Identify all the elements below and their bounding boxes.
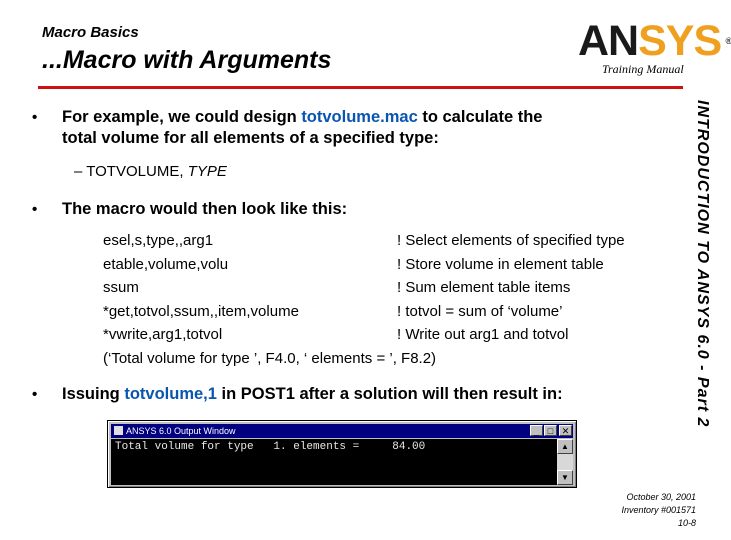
bullet-1-prefix: For example, we could design	[62, 108, 302, 126]
bullet-3-suffix: in POST1 after a solution will then result in:	[216, 385, 563, 403]
bullet-1-suffix: to calculate the	[417, 108, 543, 126]
code-command: esel,s,type,,arg1	[103, 232, 214, 249]
bullet-1-highlight: totvolume.mac	[301, 108, 418, 126]
output-window-title: ANSYS 6.0 Output Window	[126, 426, 236, 436]
scroll-down-button[interactable]: ▼	[557, 470, 573, 485]
bullet-1-line2: total volume for all elements of a specified type:	[62, 129, 439, 147]
code-command: *get,totvol,ssum,,item,volume	[103, 302, 299, 320]
vertical-scrollbar[interactable]	[557, 439, 573, 485]
code-command: ssum	[103, 279, 139, 297]
bullet-1-text	[62, 107, 542, 149]
sub-bullet-arg: TYPE	[187, 163, 227, 180]
sub-bullet	[74, 163, 227, 180]
output-window-titlebar[interactable]	[111, 424, 573, 438]
app-icon	[114, 426, 123, 435]
logo-part2: SYS	[638, 17, 722, 65]
bullet-2-dot: •	[32, 201, 38, 218]
code-comment: ! Store volume in element table	[397, 255, 604, 273]
code-comment: ! Write out arg1 and totvol	[397, 326, 569, 344]
bullet-2-text: The macro would then look like this:	[62, 200, 348, 218]
minimize-button[interactable]: _	[530, 425, 543, 436]
training-manual-label: Training Manual	[602, 62, 684, 76]
output-window	[107, 420, 577, 488]
scroll-up-button[interactable]: ▲	[557, 439, 573, 454]
close-button[interactable]: ✕	[559, 425, 572, 436]
header-divider	[38, 86, 683, 89]
code-command: etable,volume,volu	[103, 255, 229, 273]
code-comment: ! Sum element table items	[397, 279, 571, 297]
bullet-3-highlight: totvolume,1	[124, 385, 217, 403]
footer-page-number: 10-8	[677, 518, 696, 528]
ansys-logo	[578, 17, 731, 65]
code-command: *vwrite,arg1,totvol	[103, 326, 223, 344]
sub-bullet-command: TOTVOLUME,	[86, 163, 188, 180]
section-label: Macro Basics	[42, 24, 139, 41]
footer-inventory: Inventory #001571	[621, 505, 696, 515]
footer-date: October 30, 2001	[626, 492, 696, 502]
course-sidebar-title: INTRODUCTION TO ANSYS 6.0 - Part 2	[694, 100, 711, 428]
logo-part1: AN	[578, 17, 639, 65]
output-text: Total volume for type 1. elements = 84.00	[111, 439, 557, 485]
bullet-3-dot: •	[32, 386, 38, 403]
bullet-1-dot: •	[32, 109, 38, 126]
code-comment: ! Select elements of specified type	[397, 232, 625, 249]
code-command: (‘Total volume for type ’, F4.0, ‘ elements = ’, F8.2)	[103, 349, 437, 367]
logo-registered: ®	[725, 36, 731, 46]
sub-bullet-dash: –	[74, 163, 83, 180]
bullet-3-text	[62, 384, 563, 405]
bullet-3-prefix: Issuing	[62, 385, 125, 403]
page-title: ...Macro with Arguments	[42, 46, 332, 74]
maximize-button[interactable]: □	[544, 425, 557, 436]
code-comment: ! totvol = sum of ‘volume’	[397, 302, 563, 320]
slide-footer	[621, 491, 696, 530]
